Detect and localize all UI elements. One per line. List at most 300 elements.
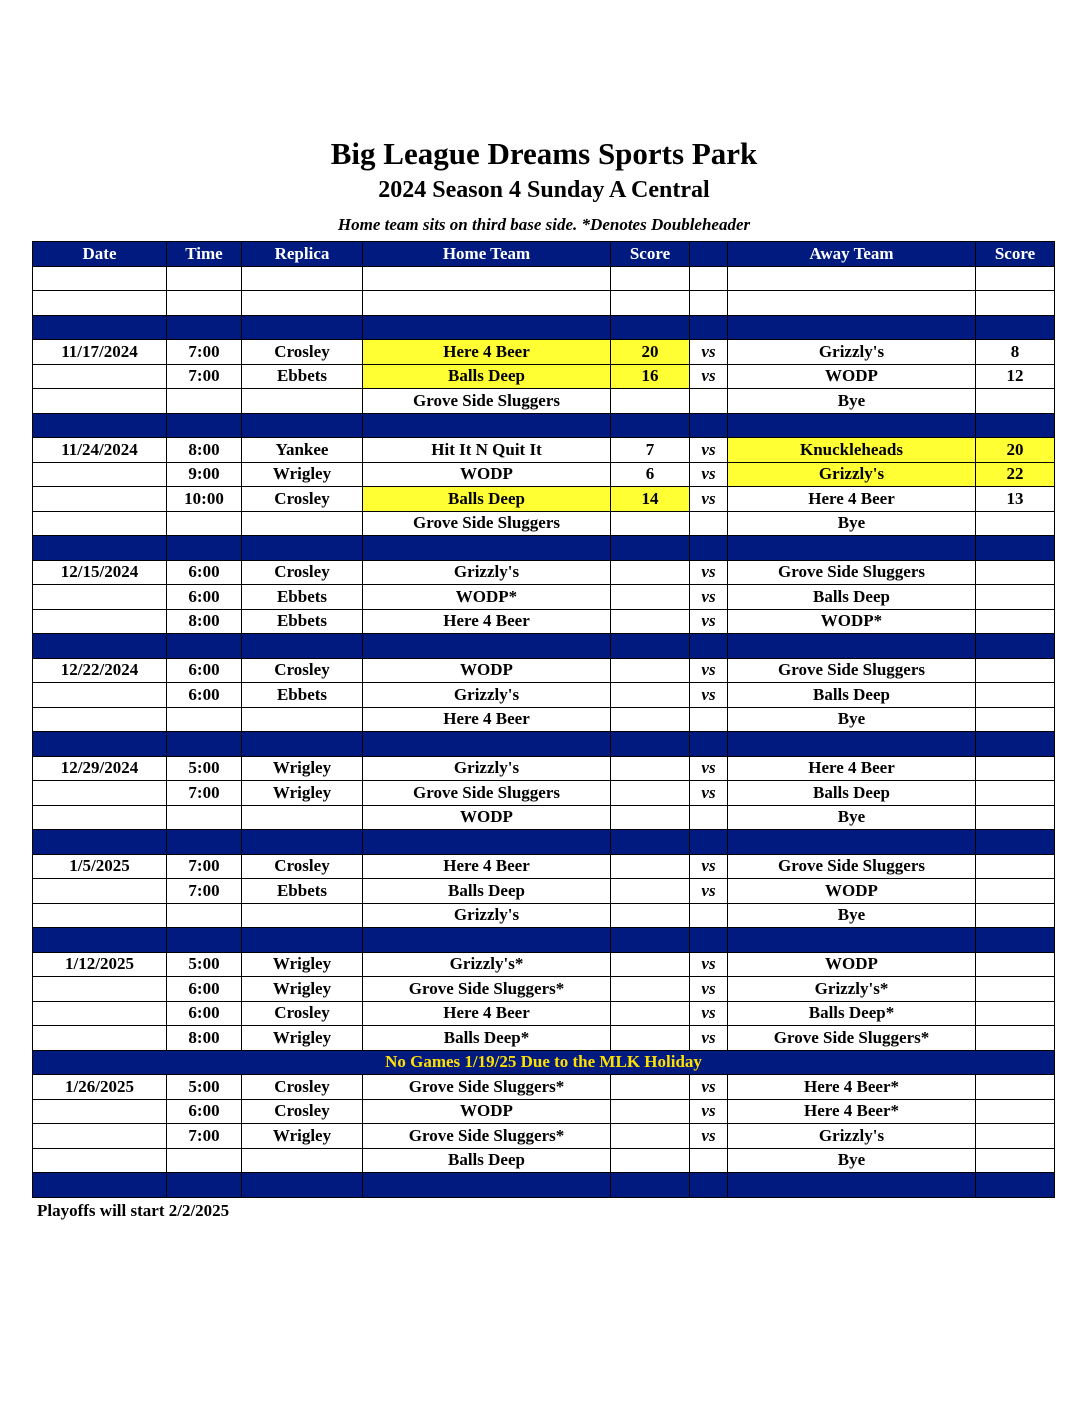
replica-cell [242,928,363,953]
home-score-cell [611,511,690,536]
table-row [33,952,1055,977]
table-row [33,609,1055,634]
table-row [33,658,1055,683]
away-team-cell: Here 4 Beer* [728,1075,976,1100]
time-cell [167,266,242,291]
replica-cell [242,830,363,855]
table-row [33,364,1055,389]
date-cell [33,732,167,757]
home-team-cell: WODP [363,1099,611,1124]
away-score-cell [976,903,1055,928]
date-cell [33,707,167,732]
table-row [33,805,1055,830]
vs-cell: vs [690,364,728,389]
vs-cell: vs [690,683,728,708]
away-score-cell [976,658,1055,683]
away-score-cell [976,952,1055,977]
away-score-cell: 13 [976,487,1055,512]
home-score-cell [611,1001,690,1026]
replica-cell: Wrigley [242,781,363,806]
home-team-cell: WODP* [363,585,611,610]
away-team-cell: Balls Deep [728,585,976,610]
date-cell [33,1001,167,1026]
date-cell [33,585,167,610]
date-cell [33,266,167,291]
away-score-cell: 20 [976,438,1055,463]
replica-cell [242,634,363,659]
date-cell [33,291,167,316]
home-score-cell [611,585,690,610]
away-score-cell [976,266,1055,291]
home-team-cell [363,315,611,340]
away-team-cell: Bye [728,1148,976,1173]
home-score-cell [611,266,690,291]
home-score-cell [611,609,690,634]
date-cell: 1/12/2025 [33,952,167,977]
vs-cell: vs [690,1099,728,1124]
week-separator-row [33,1173,1055,1198]
table-row [33,487,1055,512]
away-score-cell [976,805,1055,830]
time-cell: 6:00 [167,658,242,683]
date-cell [33,903,167,928]
time-cell [167,536,242,561]
table-row [33,560,1055,585]
home-team-cell: Here 4 Beer [363,340,611,365]
vs-cell: vs [690,438,728,463]
home-score-cell [611,854,690,879]
replica-cell: Wrigley [242,977,363,1002]
time-cell [167,1173,242,1198]
table-row [33,511,1055,536]
week-separator-row [33,928,1055,953]
home-team-cell: Grizzly's* [363,952,611,977]
time-cell: 7:00 [167,879,242,904]
time-cell: 5:00 [167,1075,242,1100]
home-score-cell [611,1026,690,1051]
time-cell: 6:00 [167,1099,242,1124]
column-header-vs [690,242,728,267]
column-header-replica: Replica [242,242,363,267]
away-team-cell: Here 4 Beer [728,487,976,512]
home-score-cell [611,683,690,708]
replica-cell: Crosley [242,1075,363,1100]
home-score-cell [611,707,690,732]
time-cell: 6:00 [167,1001,242,1026]
vs-cell: vs [690,977,728,1002]
replica-cell: Wrigley [242,1026,363,1051]
time-cell: 6:00 [167,977,242,1002]
away-score-cell [976,1173,1055,1198]
home-score-cell [611,1075,690,1100]
away-score-cell [976,1124,1055,1149]
vs-cell [690,536,728,561]
away-team-cell: Balls Deep [728,683,976,708]
home-score-cell [611,903,690,928]
date-cell [33,781,167,806]
away-score-cell [976,1099,1055,1124]
away-team-cell [728,634,976,659]
time-cell: 5:00 [167,756,242,781]
time-cell [167,413,242,438]
column-header-home-team: Home Team [363,242,611,267]
home-team-cell [363,1173,611,1198]
replica-cell: Wrigley [242,952,363,977]
replica-cell: Ebbets [242,879,363,904]
time-cell: 7:00 [167,781,242,806]
date-cell [33,879,167,904]
away-team-cell: WODP [728,952,976,977]
home-score-cell [611,952,690,977]
vs-cell: vs [690,854,728,879]
away-team-cell [728,536,976,561]
away-team-cell: Balls Deep [728,781,976,806]
date-cell: 1/26/2025 [33,1075,167,1100]
column-header-time: Time [167,242,242,267]
date-cell [33,977,167,1002]
home-score-cell [611,560,690,585]
home-score-cell [611,977,690,1002]
vs-cell: vs [690,1026,728,1051]
date-cell [33,830,167,855]
date-cell: 1/5/2025 [33,854,167,879]
away-score-cell [976,1001,1055,1026]
home-score-cell [611,536,690,561]
vs-cell: vs [690,340,728,365]
home-score-cell [611,830,690,855]
date-cell [33,1026,167,1051]
away-team-cell: Balls Deep* [728,1001,976,1026]
time-cell [167,903,242,928]
replica-cell [242,291,363,316]
date-cell [33,364,167,389]
time-cell: 8:00 [167,1026,242,1051]
replica-cell [242,1173,363,1198]
home-team-cell [363,266,611,291]
replica-cell: Ebbets [242,364,363,389]
away-score-cell [976,1075,1055,1100]
home-team-cell [363,291,611,316]
replica-cell [242,903,363,928]
vs-cell [690,830,728,855]
table-row [33,707,1055,732]
away-team-cell: Bye [728,707,976,732]
home-team-cell: Grizzly's [363,683,611,708]
away-score-cell [976,756,1055,781]
home-team-cell: Grizzly's [363,560,611,585]
date-cell [33,805,167,830]
away-score-cell [976,389,1055,414]
home-score-cell: 7 [611,438,690,463]
replica-cell: Yankee [242,438,363,463]
replica-cell [242,389,363,414]
vs-cell: vs [690,781,728,806]
vs-cell: vs [690,487,728,512]
away-score-cell [976,732,1055,757]
home-score-cell [611,1173,690,1198]
replica-cell: Wrigley [242,462,363,487]
home-score-cell [611,413,690,438]
date-cell [33,1099,167,1124]
home-score-cell [611,756,690,781]
home-team-cell: Balls Deep [363,364,611,389]
home-team-cell: Grove Side Sluggers* [363,1124,611,1149]
date-cell [33,683,167,708]
away-team-cell: Bye [728,805,976,830]
vs-cell: vs [690,560,728,585]
table-row [33,1099,1055,1124]
home-team-cell: WODP [363,462,611,487]
replica-cell: Crosley [242,854,363,879]
column-header-date: Date [33,242,167,267]
replica-cell: Ebbets [242,585,363,610]
blank-row [33,266,1055,291]
away-score-cell [976,634,1055,659]
replica-cell: Crosley [242,1099,363,1124]
home-team-cell [363,830,611,855]
home-team-cell [363,732,611,757]
away-team-cell: WODP [728,364,976,389]
away-team-cell: WODP [728,879,976,904]
vs-cell [690,805,728,830]
home-score-cell [611,732,690,757]
replica-cell [242,511,363,536]
vs-cell [690,413,728,438]
table-row [33,977,1055,1002]
replica-cell: Wrigley [242,756,363,781]
home-score-cell [611,879,690,904]
date-cell [33,634,167,659]
away-team-cell: Here 4 Beer [728,756,976,781]
time-cell: 6:00 [167,683,242,708]
away-team-cell: Grizzly's [728,462,976,487]
table-row [33,903,1055,928]
away-score-cell [976,585,1055,610]
vs-cell [690,928,728,953]
time-cell: 5:00 [167,952,242,977]
date-cell [33,536,167,561]
time-cell [167,1148,242,1173]
week-separator-row [33,732,1055,757]
week-separator-row [33,413,1055,438]
table-row [33,585,1055,610]
table-row [33,462,1055,487]
replica-cell: Crosley [242,340,363,365]
home-team-cell [363,413,611,438]
time-cell: 7:00 [167,854,242,879]
home-score-cell [611,805,690,830]
away-score-cell [976,291,1055,316]
away-score-cell [976,830,1055,855]
vs-cell [690,511,728,536]
time-cell: 8:00 [167,609,242,634]
away-team-cell [728,830,976,855]
replica-cell [242,266,363,291]
away-team-cell: Bye [728,389,976,414]
schedule-table [32,241,1055,1198]
away-team-cell [728,315,976,340]
replica-cell: Crosley [242,658,363,683]
home-team-cell: Balls Deep [363,879,611,904]
home-team-cell: Grizzly's [363,756,611,781]
home-team-cell: WODP [363,805,611,830]
away-team-cell: Grizzly's [728,340,976,365]
away-team-cell [728,1173,976,1198]
replica-cell: Crosley [242,1001,363,1026]
away-team-cell [728,732,976,757]
time-cell [167,511,242,536]
date-cell [33,487,167,512]
time-cell: 7:00 [167,364,242,389]
home-team-cell: Here 4 Beer [363,1001,611,1026]
away-score-cell [976,977,1055,1002]
vs-cell: vs [690,585,728,610]
away-team-cell: Here 4 Beer* [728,1099,976,1124]
away-score-cell [976,683,1055,708]
schedule-body [33,266,1055,1197]
date-cell: 12/15/2024 [33,560,167,585]
vs-cell: vs [690,1075,728,1100]
time-cell [167,315,242,340]
holiday-notice: No Games 1/19/25 Due to the MLK Holiday [33,1050,1055,1075]
vs-cell [690,291,728,316]
replica-cell [242,805,363,830]
replica-cell [242,707,363,732]
vs-cell: vs [690,1124,728,1149]
date-cell [33,413,167,438]
home-team-cell: WODP [363,658,611,683]
home-team-cell: Grove Side Sluggers [363,781,611,806]
home-team-cell: Balls Deep [363,487,611,512]
vs-cell: vs [690,756,728,781]
time-cell: 6:00 [167,585,242,610]
replica-cell [242,315,363,340]
replica-cell [242,1148,363,1173]
column-header-home-score: Score [611,242,690,267]
holiday-notice-row [33,1050,1055,1075]
date-cell [33,1148,167,1173]
away-team-cell [728,928,976,953]
home-team-cell [363,928,611,953]
home-score-cell [611,634,690,659]
week-separator-row [33,315,1055,340]
replica-cell: Ebbets [242,683,363,708]
date-cell: 11/24/2024 [33,438,167,463]
week-separator-row [33,830,1055,855]
home-team-cell: Grove Side Sluggers* [363,977,611,1002]
replica-cell [242,536,363,561]
page-subtitle: 2024 Season 4 Sunday A Central [378,177,710,203]
home-team-cell: Balls Deep* [363,1026,611,1051]
vs-cell: vs [690,462,728,487]
away-team-cell: WODP* [728,609,976,634]
away-score-cell [976,536,1055,561]
time-cell [167,805,242,830]
home-team-cell: Grove Side Sluggers* [363,1075,611,1100]
replica-cell: Wrigley [242,1124,363,1149]
home-score-cell [611,781,690,806]
home-team-cell: Balls Deep [363,1148,611,1173]
home-score-cell [611,1124,690,1149]
vs-cell: vs [690,1001,728,1026]
vs-cell: vs [690,609,728,634]
home-score-cell: 6 [611,462,690,487]
vs-cell [690,732,728,757]
away-team-cell: Bye [728,903,976,928]
away-team-cell [728,291,976,316]
week-separator-row [33,634,1055,659]
table-row [33,683,1055,708]
home-team-cell: Grove Side Sluggers [363,389,611,414]
vs-cell: vs [690,952,728,977]
away-team-cell: Grove Side Sluggers [728,854,976,879]
table-row [33,1075,1055,1100]
home-team-cell: Grizzly's [363,903,611,928]
home-score-cell: 20 [611,340,690,365]
time-cell: 7:00 [167,1124,242,1149]
vs-cell: vs [690,658,728,683]
away-team-cell [728,413,976,438]
away-score-cell [976,1026,1055,1051]
table-header-row [33,242,1055,267]
time-cell [167,732,242,757]
home-score-cell: 16 [611,364,690,389]
away-score-cell [976,609,1055,634]
away-score-cell [976,413,1055,438]
time-cell [167,707,242,732]
home-score-cell [611,315,690,340]
away-score-cell [976,781,1055,806]
time-cell [167,389,242,414]
date-cell: 11/17/2024 [33,340,167,365]
away-score-cell [976,879,1055,904]
away-team-cell: Grove Side Sluggers* [728,1026,976,1051]
home-team-cell [363,634,611,659]
home-team-cell: Hit It N Quit It [363,438,611,463]
date-cell [33,315,167,340]
column-header-away-team: Away Team [728,242,976,267]
vs-cell [690,1148,728,1173]
time-cell: 9:00 [167,462,242,487]
date-cell [33,389,167,414]
home-score-cell: 14 [611,487,690,512]
home-team-cell: Grove Side Sluggers [363,511,611,536]
playoffs-note: Playoffs will start 2/2/2025 [37,1201,230,1220]
home-score-cell [611,658,690,683]
home-score-cell [611,1148,690,1173]
vs-cell [690,389,728,414]
time-cell: 8:00 [167,438,242,463]
date-cell [33,1173,167,1198]
blank-row [33,291,1055,316]
away-score-cell: 12 [976,364,1055,389]
home-team-cell: Here 4 Beer [363,854,611,879]
date-cell [33,1124,167,1149]
vs-cell [690,903,728,928]
table-row [33,1001,1055,1026]
time-cell: 6:00 [167,560,242,585]
vs-cell [690,315,728,340]
time-cell [167,928,242,953]
table-row [33,1148,1055,1173]
vs-cell [690,707,728,732]
date-cell [33,928,167,953]
away-score-cell [976,707,1055,732]
away-score-cell [976,854,1055,879]
replica-cell [242,413,363,438]
home-team-cell: Here 4 Beer [363,707,611,732]
table-row [33,1026,1055,1051]
